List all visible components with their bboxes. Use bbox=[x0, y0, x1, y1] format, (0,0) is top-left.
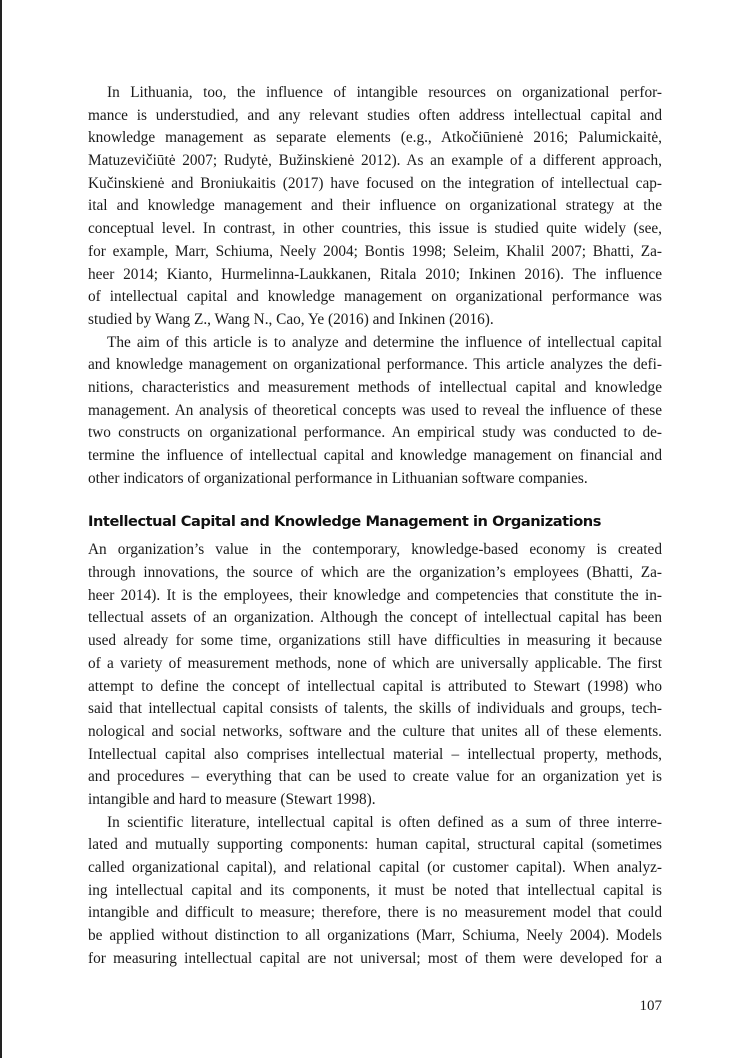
text-line: intangible and hard to measure (Stewart 1998). bbox=[88, 790, 376, 808]
text-line: be applied without distinction to all organizations (Marr, Schiuma, Neely 2004). Models bbox=[88, 927, 662, 945]
text-line: other indicators of organizational performance in Lithuanian software companies. bbox=[88, 469, 588, 487]
page-body bbox=[88, 82, 662, 970]
section-heading: Intellectual Capital and Knowledge Management in Organizations bbox=[88, 513, 601, 531]
text-line: Matuzevičiūtė 2007; Rudytė, Bužinskienė 2012). As an example of a different approach, bbox=[88, 152, 662, 170]
text-line: and procedures – everything that can be used to create value for an organization yet is bbox=[88, 768, 662, 786]
text-line: of a variety of measurement methods, none of which are universally applicable. The first bbox=[88, 654, 662, 672]
text-line: said that intellectual capital consists of talents, the skills of individuals and groups, tech- bbox=[88, 700, 662, 718]
text-line: nitions, characteristics and measurement methods of intellectual capital and knowledge bbox=[88, 378, 662, 396]
text-line: management. An analysis of theoretical concepts was used to reveal the influence of these bbox=[88, 401, 662, 419]
text-line: heer 2014; Kianto, Hurmelinna-Laukkanen, Ritala 2010; Inkinen 2016). The influence bbox=[88, 265, 662, 283]
text-line: studied by Wang Z., Wang N., Cao, Ye (2016) and Inkinen (2016). bbox=[88, 310, 494, 328]
text-line: intangible and difficult to measure; therefore, there is no measurement model that could bbox=[88, 904, 662, 922]
text-line: An organization’s value in the contemporary, knowledge-based economy is created bbox=[88, 541, 662, 559]
text-line: The aim of this article is to analyze and determine the influence of intellectual capital bbox=[107, 333, 662, 351]
text-line: called organizational capital), and relational capital (or customer capital). When analyz- bbox=[88, 859, 662, 876]
text-line: knowledge management as separate elements (e.g., Atkočiūnienė 2016; Palumickaitė, bbox=[88, 129, 662, 147]
text-line: two constructs on organizational performance. An empirical study was conducted to de- bbox=[88, 424, 662, 442]
text-line: of intellectual capital and knowledge management on organizational performance was bbox=[88, 288, 662, 306]
text-line: Intellectual capital also comprises intellectual material – intellectual property, methods, bbox=[88, 745, 662, 763]
paragraph-intro-lithuania bbox=[88, 82, 662, 332]
text-line: used already for some time, organizations still have difficulties in measuring it because bbox=[88, 632, 662, 650]
text-line: conceptual level. In contrast, in other countries, this issue is studied quite widely (see, bbox=[88, 220, 662, 238]
paragraph-scientific-literature bbox=[88, 812, 662, 971]
text-line: and knowledge management on organizational performance. This article analyzes the defi- bbox=[88, 356, 662, 374]
text-line: Kučinskienė and Broniukaitis (2017) have focused on the integration of intellectual cap- bbox=[88, 174, 662, 192]
text-line: In scientific literature, intellectual capital is often defined as a sum of three interre- bbox=[107, 813, 662, 831]
paragraph-organization-value bbox=[88, 539, 662, 811]
text-line: termine the influence of intellectual capital and knowledge management on financial and bbox=[88, 447, 662, 464]
text-line: In Lithuania, too, the influence of intangible resources on organizational perfor- bbox=[107, 84, 662, 101]
text-line: attempt to define the concept of intellectual capital is attributed to Stewart (1998) who bbox=[88, 677, 662, 695]
text-line: ing intellectual capital and its components, it must be noted that intellectual capital is bbox=[88, 881, 662, 899]
text-line: lated and mutually supporting components: human capital, structural capital (sometimes bbox=[88, 836, 662, 854]
page-left-edge-rule bbox=[0, 0, 2, 1058]
text-line: heer 2014). It is the employees, their knowledge and competencies that constitute the in- bbox=[88, 586, 662, 604]
text-line: for example, Marr, Schiuma, Neely 2004; Bontis 1998; Seleim, Khalil 2007; Bhatti, Za- bbox=[88, 242, 662, 260]
text-line: for measuring intellectual capital are not universal; most of them were developed for a bbox=[88, 949, 662, 967]
paragraph-article-aim bbox=[88, 332, 662, 491]
text-line: tellectual assets of an organization. Although the concept of intellectual capital has been bbox=[88, 609, 662, 627]
text-line: mance is understudied, and any relevant studies often address intellectual capital and bbox=[88, 106, 662, 124]
page-number: 107 bbox=[639, 998, 662, 1014]
text-line: through innovations, the source of which are the organization’s employees (Bhatti, Za- bbox=[88, 564, 662, 582]
text-line: ital and knowledge management and their influence on organizational strategy at the bbox=[88, 197, 662, 215]
text-line: nological and social networks, software and the culture that unites all of these elements. bbox=[88, 722, 662, 740]
